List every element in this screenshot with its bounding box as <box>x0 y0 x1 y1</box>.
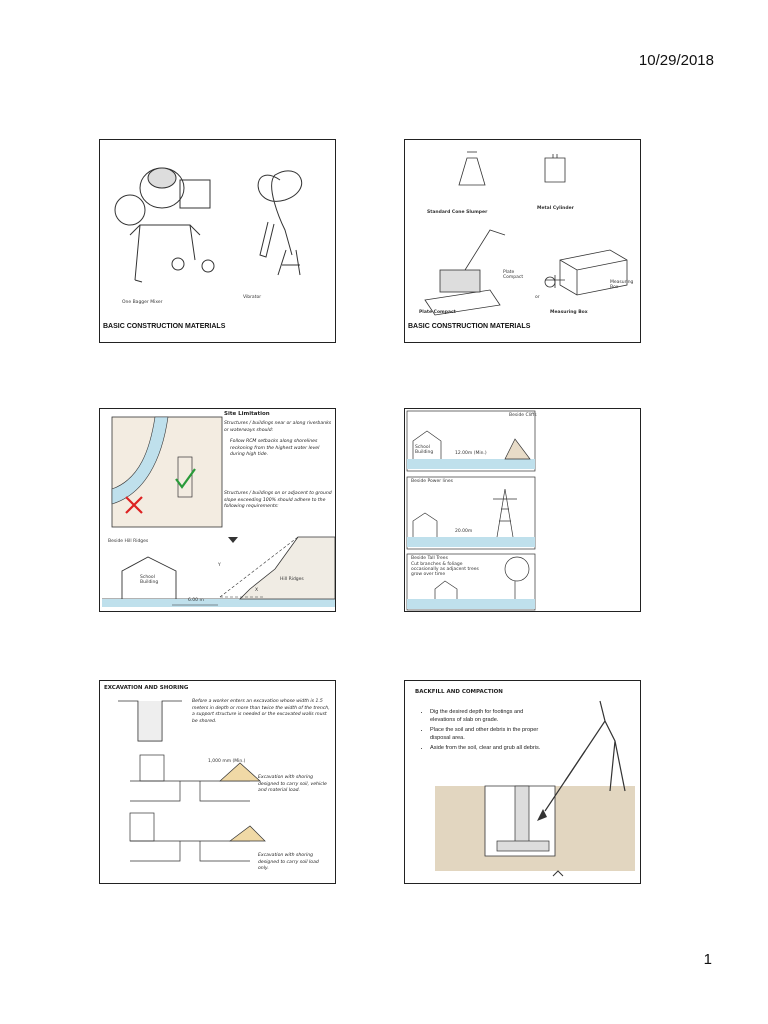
slide-3 <box>99 408 336 612</box>
school-label: School Building <box>140 575 159 585</box>
worker-figure <box>565 701 625 791</box>
metal-cylinder <box>545 158 565 182</box>
slide-5-para1: Before a worker enters an excavation whose width is 1.5 meters in depth or more than twice the width of the trench, a support structure is needed or the excavated walls must be shored. <box>192 699 330 724</box>
mixer-vibrator-illustration <box>100 140 336 343</box>
slide-3-para1: Structures / buildings near or along riverbanks or waterways should: <box>224 421 332 433</box>
dim-label: 1,000 mm (Min.) <box>208 759 246 764</box>
slide-3-bullet1: Follow RCM setbacks along shorelines reckoning from the highest water level during high tide. <box>230 439 320 458</box>
slide-6-bullets <box>421 709 548 756</box>
tree-crown <box>505 557 529 581</box>
mixer-wheel <box>115 195 145 225</box>
power-label: Beside Power lines <box>411 479 454 484</box>
mixer-tire-1 <box>172 258 184 270</box>
vibrator-cable <box>258 171 302 255</box>
slide-5-title: EXCAVATION AND SHORING <box>104 685 189 691</box>
cliffs-label: Beside Cliffs <box>509 413 537 418</box>
vibrator-label: Vibrator <box>243 295 262 300</box>
x-label: X <box>255 588 259 593</box>
setback-illustration <box>405 409 641 612</box>
slide-1 <box>99 139 336 343</box>
slide-2 <box>404 139 641 343</box>
cone-label: Standard Cone Slumper <box>427 210 488 215</box>
or-label: or <box>535 295 540 300</box>
mixer-tire-2 <box>202 260 214 272</box>
mixer-label: One Bagger Mixer <box>122 300 163 305</box>
slide-2-caption: BASIC CONSTRUCTION MATERIALS <box>408 323 531 330</box>
slide-5-para3: Excavation with shoring designed to carry soil load only. <box>258 853 319 872</box>
bullet-item: • Place the soil and other debris in the proper disposal area. <box>430 727 548 742</box>
slide-4 <box>404 408 641 612</box>
dim-label-2: 20.00m <box>455 529 473 534</box>
bullet-item: • Dig the desired depth for footings and elevations of slab on grade. <box>430 709 548 724</box>
slide-3-para2: Structures / buildings on or adjacent to ground slope exceeding 100% should adhere to the following requirements: <box>224 491 332 510</box>
school-label-1: School Building <box>415 445 434 455</box>
page-date: 10/29/2018 <box>638 52 714 69</box>
y-label: Y <box>218 563 221 568</box>
hill-label: Beside Hill Ridges <box>108 539 149 544</box>
dim-label-1: 12.00m (Min.) <box>455 451 487 456</box>
plate-label: Plate Compact <box>419 310 456 315</box>
box-label: Measuring Box <box>550 310 588 315</box>
slide-6-title: BACKFILL AND COMPACTION <box>415 689 503 695</box>
slide-1-caption: BASIC CONSTRUCTION MATERIALS <box>103 323 226 330</box>
slide-3-title: Site Limitation <box>224 411 270 417</box>
trees-note: Cut branches & foliage occasionally as adjacent trees grow over time <box>411 562 479 577</box>
dim-label: 6.00 m <box>188 598 204 603</box>
hill-ridges-label: Hill Ridges <box>280 577 304 582</box>
slump-cone <box>459 158 485 185</box>
box-drawing-label: Measuring Box <box>610 280 634 290</box>
page-number: 1 <box>703 951 712 968</box>
plate-drawing-label: Plate Compact <box>503 270 524 280</box>
cylinder-label: Metal Cylinder <box>537 206 574 211</box>
trees-label: Beside Tall Trees <box>411 556 448 561</box>
slide-5-para2: Excavation with shoring designed to carry soil, vehicle and material load. <box>258 775 327 794</box>
slide-5 <box>99 680 336 884</box>
slide-6 <box>404 680 641 884</box>
bullet-item: • Aside from the soil, clear and grub all debris. <box>430 745 548 753</box>
